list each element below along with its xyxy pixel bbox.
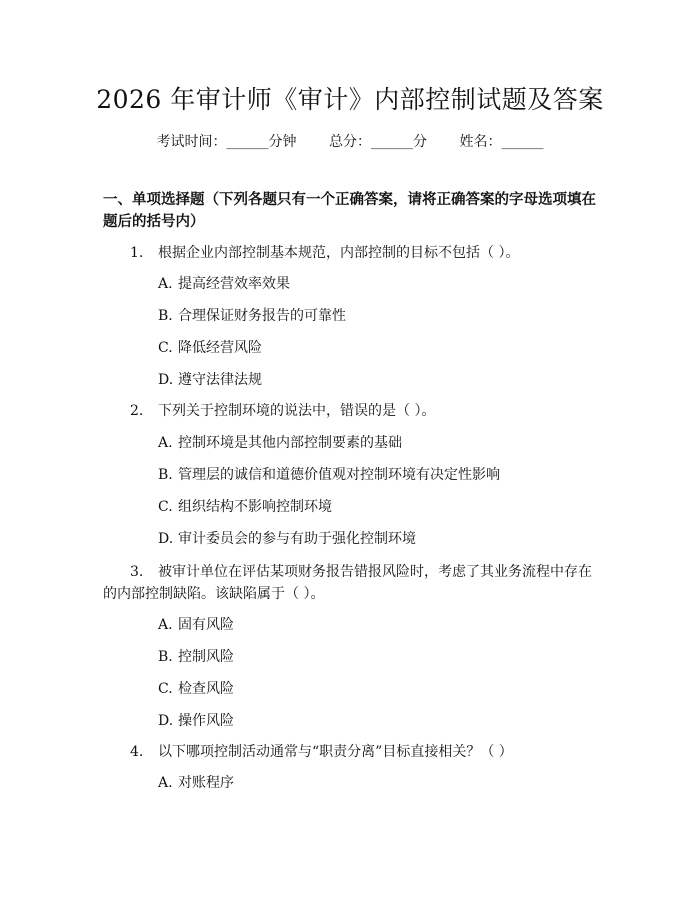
option-text: 审计委员会的参与有助于强化控制环境 [178, 531, 416, 547]
exam-name: 姓名：______ [459, 134, 544, 150]
option-3a [158, 615, 598, 635]
option-4a [158, 773, 598, 793]
question-number: 1. [130, 245, 144, 261]
option-text: 合理保证财务报告的可靠性 [178, 308, 346, 324]
option-text: 操作风险 [178, 713, 234, 729]
option-letter: C. [158, 681, 173, 697]
question-text: 被审计单位在评估某项财务报告错报风险时，考虑了其业务流程中存在的内部控制缺陷。该缺陷属于（ ）。 [103, 564, 592, 602]
option-text: 控制风险 [178, 649, 234, 665]
question-number: 2. [130, 403, 144, 419]
option-text: 降低经营风险 [178, 340, 262, 356]
option-letter: A. [158, 775, 173, 791]
option-letter: B. [158, 649, 173, 665]
question-1 [103, 242, 597, 264]
option-1a [158, 274, 598, 294]
option-1c [158, 338, 598, 358]
question-text: 下列关于控制环境的说法中，错误的是（ ）。 [158, 403, 436, 419]
option-letter: A. [158, 276, 173, 292]
option-3b [158, 647, 598, 667]
question-number: 3. [130, 564, 144, 580]
option-letter: D. [158, 372, 174, 388]
option-letter: A. [158, 435, 173, 451]
question-2 [103, 400, 597, 422]
option-3c [158, 679, 598, 699]
option-letter: C. [158, 340, 173, 356]
option-text: 组织结构不影响控制环境 [178, 499, 332, 515]
option-letter: A. [158, 617, 173, 633]
option-2d [158, 529, 598, 549]
exam-score: 总分：______分 [329, 134, 427, 150]
option-letter: D. [158, 531, 174, 547]
option-text: 遵守法律法规 [178, 372, 262, 388]
exam-meta [0, 131, 700, 151]
option-2b [158, 465, 598, 485]
question-number: 4. [130, 744, 144, 760]
option-text: 管理层的诚信和道德价值观对控制环境有决定性影响 [178, 467, 500, 483]
option-letter: B. [158, 467, 173, 483]
option-text: 固有风险 [178, 617, 234, 633]
option-2c [158, 497, 598, 517]
option-letter: D. [158, 713, 174, 729]
option-text: 提高经营效率效果 [178, 276, 290, 292]
section-heading: 一、单项选择题（下列各题只有一个正确答案，请将正确答案的字母选项填在题后的括号内） [103, 191, 596, 230]
option-letter: B. [158, 308, 173, 324]
option-2a [158, 433, 598, 453]
exam-time: 考试时间：______分钟 [156, 134, 297, 150]
question-text: 根据企业内部控制基本规范，内部控制的目标不包括（ ）。 [158, 245, 520, 261]
option-text: 控制环境是其他内部控制要素的基础 [178, 435, 402, 451]
question-4 [103, 741, 597, 763]
question-3 [103, 561, 597, 605]
page-title: 2026 年审计师《审计》内部控制试题及答案 [96, 85, 604, 114]
option-1b [158, 306, 598, 326]
option-1d [158, 370, 598, 390]
option-text: 检查风险 [178, 681, 234, 697]
option-text: 对账程序 [178, 775, 234, 791]
question-text: 以下哪项控制活动通常与“职责分离”目标直接相关？（ ） [158, 744, 513, 760]
option-3d [158, 711, 598, 731]
option-letter: C. [158, 499, 173, 515]
